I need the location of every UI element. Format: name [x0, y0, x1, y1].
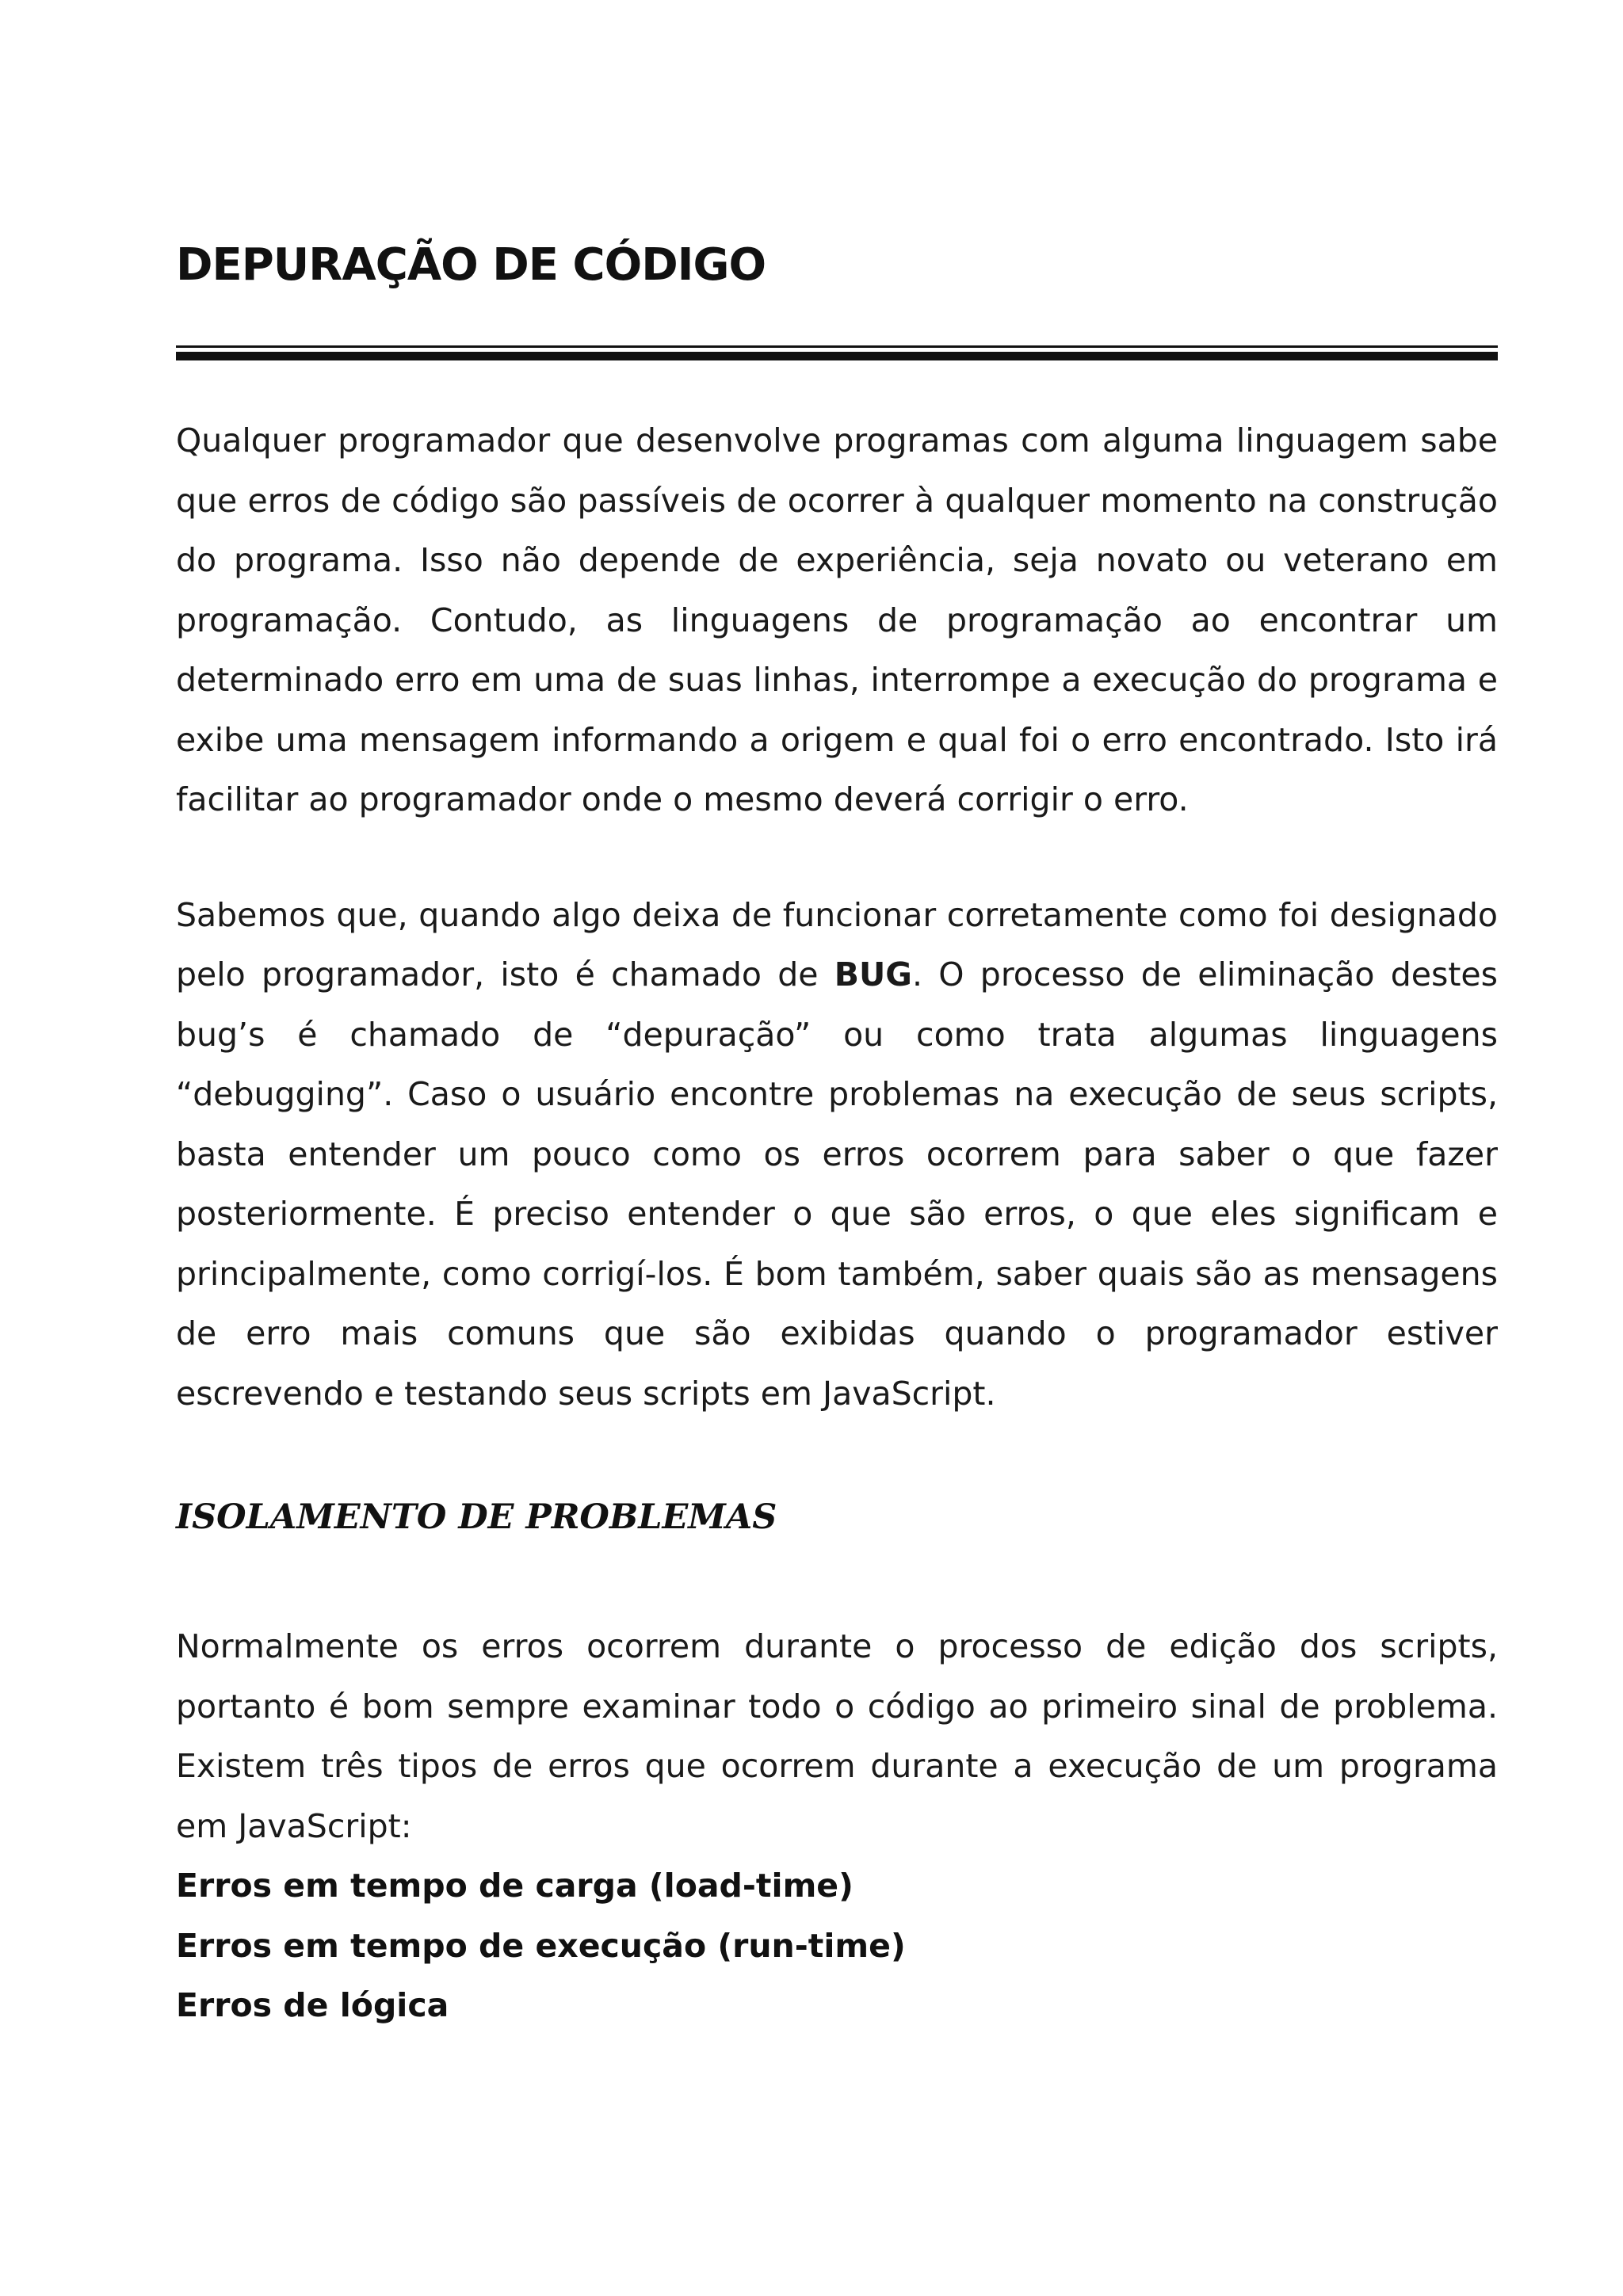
error-type-item: Erros em tempo de execução (run-time): [176, 1926, 906, 1965]
bug-paragraph-text-after: . O processo de eliminação destes bug’s é chamado de “depuração” ou como trata algumas linguagens “debugging”. Caso o usuário encontre problemas na execução de seus scripts, basta entender um pouco como os erros ocorrem para saber o que fazer posteriormente. É preciso entender o que são erros, o que eles significam e principalmente, como corrigí-los. É bom também, saber quais são as mensagens de erro mais comuns que são exibidas quando o programador estiver escrevendo e testando seus scripts em JavaScript.: [176, 955, 1498, 1413]
error-type-item: Erros de lógica: [176, 1986, 449, 2024]
divider-thick-line: [176, 352, 1498, 360]
bug-term: BUG: [834, 955, 912, 994]
title-divider: [176, 345, 1498, 360]
isolation-paragraph: Normalmente os erros ocorrem durante o processo de edição dos scripts, portanto é bom sempre examinar todo o código ao primeiro sinal de problema. Existem três tipos de erros que ocorrem durante a execução de um programa em JavaScript:: [176, 1627, 1498, 1845]
error-type-list: [176, 1856, 1498, 2036]
bug-paragraph: [176, 886, 1498, 1425]
intro-paragraph: Qualquer programador que desenvolve programas com alguma linguagem sabe que erros de código são passíveis de ocorrer à qualquer momento na construção do programa. Isso não depende de experiência, seja novato ou veterano em programação. Contudo, as linguagens de programação ao encontrar um determinado erro em uma de suas linhas, interrompe a execução do programa e exibe uma mensagem informando a origem e qual foi o erro encontrado. Isto irá facilitar ao programador onde o mesmo deverá corrigir o erro.: [176, 421, 1498, 818]
page-title: DEPURAÇÃO DE CÓDIGO: [176, 239, 766, 291]
error-type-item: Erros em tempo de carga (load-time): [176, 1867, 854, 1905]
bug-paragraph-text-before: Sabemos que, quando algo deixa de funcionar corretamente como foi designado pelo programador, isto é chamado de: [176, 895, 1498, 994]
divider-thin-line: [176, 345, 1498, 348]
section-heading: ISOLAMENTO DE PROBLEMAS: [176, 1497, 777, 1537]
document-page: [176, 230, 1498, 2036]
